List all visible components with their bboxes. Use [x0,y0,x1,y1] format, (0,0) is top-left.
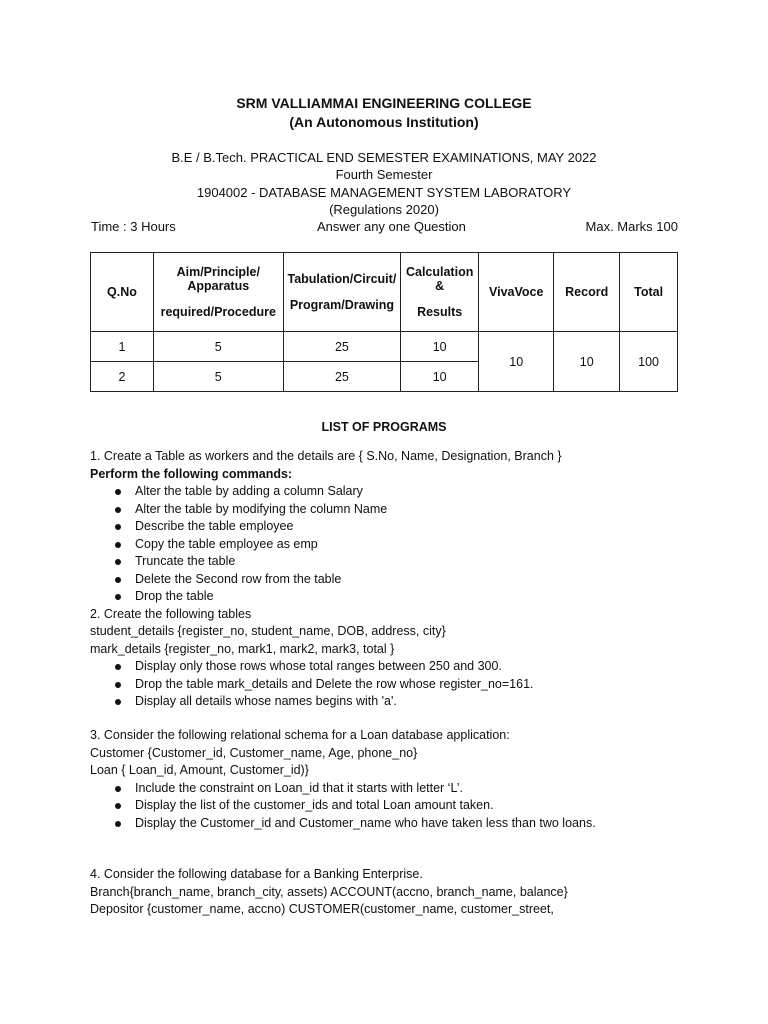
list-item: Display the list of the customer_ids and total Loan amount taken. [90,797,710,815]
header-aim-line: Aim/Principle/ [176,265,260,279]
question-3 [90,727,710,832]
header-tab-line: Program/Drawing [289,298,394,312]
semester: Fourth Semester [335,167,433,182]
course-title: 1904002 - DATABASE MANAGEMENT SYSTEM LABORATORY [196,185,572,200]
question-title: 4. Consider the following database for a Banking Enterprise. [90,867,423,881]
college-name: SRM VALLIAMMAI ENGINEERING COLLEGE [236,95,532,111]
question-subtitle: Perform the following commands: [90,466,293,481]
schema-line: mark_details {register_no, mark1, mark2, mark3, total } [90,641,395,656]
header-calc-line: & [435,279,445,293]
exam-duration: Time : 3 Hours [91,219,176,234]
header-aim [153,253,283,332]
command-list [90,483,710,606]
table-row [91,332,678,362]
cell-qno: 2 [91,362,154,392]
header-total: Total [620,253,678,332]
schema-line: student_details {register_no, student_name, DOB, address, city} [90,624,446,638]
list-item: Truncate the table [90,553,710,571]
schema-line: Branch{branch_name, branch_city, assets) ACCOUNT(accno, branch_name, balance} [90,884,568,899]
question-title: 3. Consider the following relational schema for a Loan database application: [90,728,510,742]
header-record: Record [554,253,620,332]
cell-aim: 5 [153,362,283,392]
list-item: Display the Customer_id and Customer_name who have taken less than two loans. [90,815,710,833]
schema-line: Customer {Customer_id, Customer_name, Age, phone_no} [90,745,418,760]
list-item: Delete the Second row from the table [90,571,710,589]
header-calculation [401,253,479,332]
list-item: Display only those rows whose total ranges between 250 and 300. [90,658,710,676]
exam-title: B.E / B.Tech. PRACTICAL END SEMESTER EXAMINATIONS, MAY 2022 [171,150,597,165]
marks-table-header [91,253,678,332]
header-tabulation [283,253,400,332]
header-viva: VivaVoce [479,253,554,332]
regulations: (Regulations 2020) [329,202,439,217]
task-list [90,780,710,833]
list-title: LIST OF PROGRAMS [321,420,447,434]
list-item: Drop the table mark_details and Delete the row whose register_no=161. [90,676,710,694]
question-title: 1. Create a Table as workers and the details are { S.No, Name, Designation, Branch } [90,449,562,463]
max-marks: Max. Marks 100 [585,219,678,234]
cell-record: 10 [554,332,620,392]
schema-line: Depositor {customer_name, accno) CUSTOMER(customer_name, customer_street, [90,902,554,916]
list-item: Drop the table [90,588,710,606]
institution-subtitle: (An Autonomous Institution) [289,114,479,130]
list-item: Describe the table employee [90,518,710,536]
question-4 [90,866,710,919]
header-calc-line: Calculation [405,265,474,279]
cell-tab: 25 [283,332,400,362]
list-item: Copy the table employee as emp [90,536,710,554]
schema-line: Loan { Loan_id, Amount, Customer_id)} [90,763,309,777]
header-qno: Q.No [91,253,154,332]
cell-qno: 1 [91,332,154,362]
question-1 [90,448,710,711]
marks-table [90,252,678,392]
header-calc-line: Results [417,305,463,319]
list-item: Alter the table by modifying the column Name [90,501,710,519]
cell-aim: 5 [153,332,283,362]
list-item: Display all details whose names begins with 'a'. [90,693,710,711]
exam-instruction: Answer any one Question [317,219,466,234]
cell-calc: 10 [401,332,479,362]
cell-tab: 25 [283,362,400,392]
header-aim-line: Apparatus [187,279,250,293]
task-list [90,658,710,711]
cell-viva: 10 [479,332,554,392]
question-title: 2. Create the following tables [90,606,252,621]
header-aim-line: required/Procedure [160,305,276,319]
list-item: Alter the table by adding a column Salary [90,483,710,501]
cell-calc: 10 [401,362,479,392]
header-tab-line: Tabulation/Circuit/ [287,272,397,286]
cell-total: 100 [620,332,678,392]
list-item: Include the constraint on Loan_id that it starts with letter ‘L’. [90,780,710,798]
